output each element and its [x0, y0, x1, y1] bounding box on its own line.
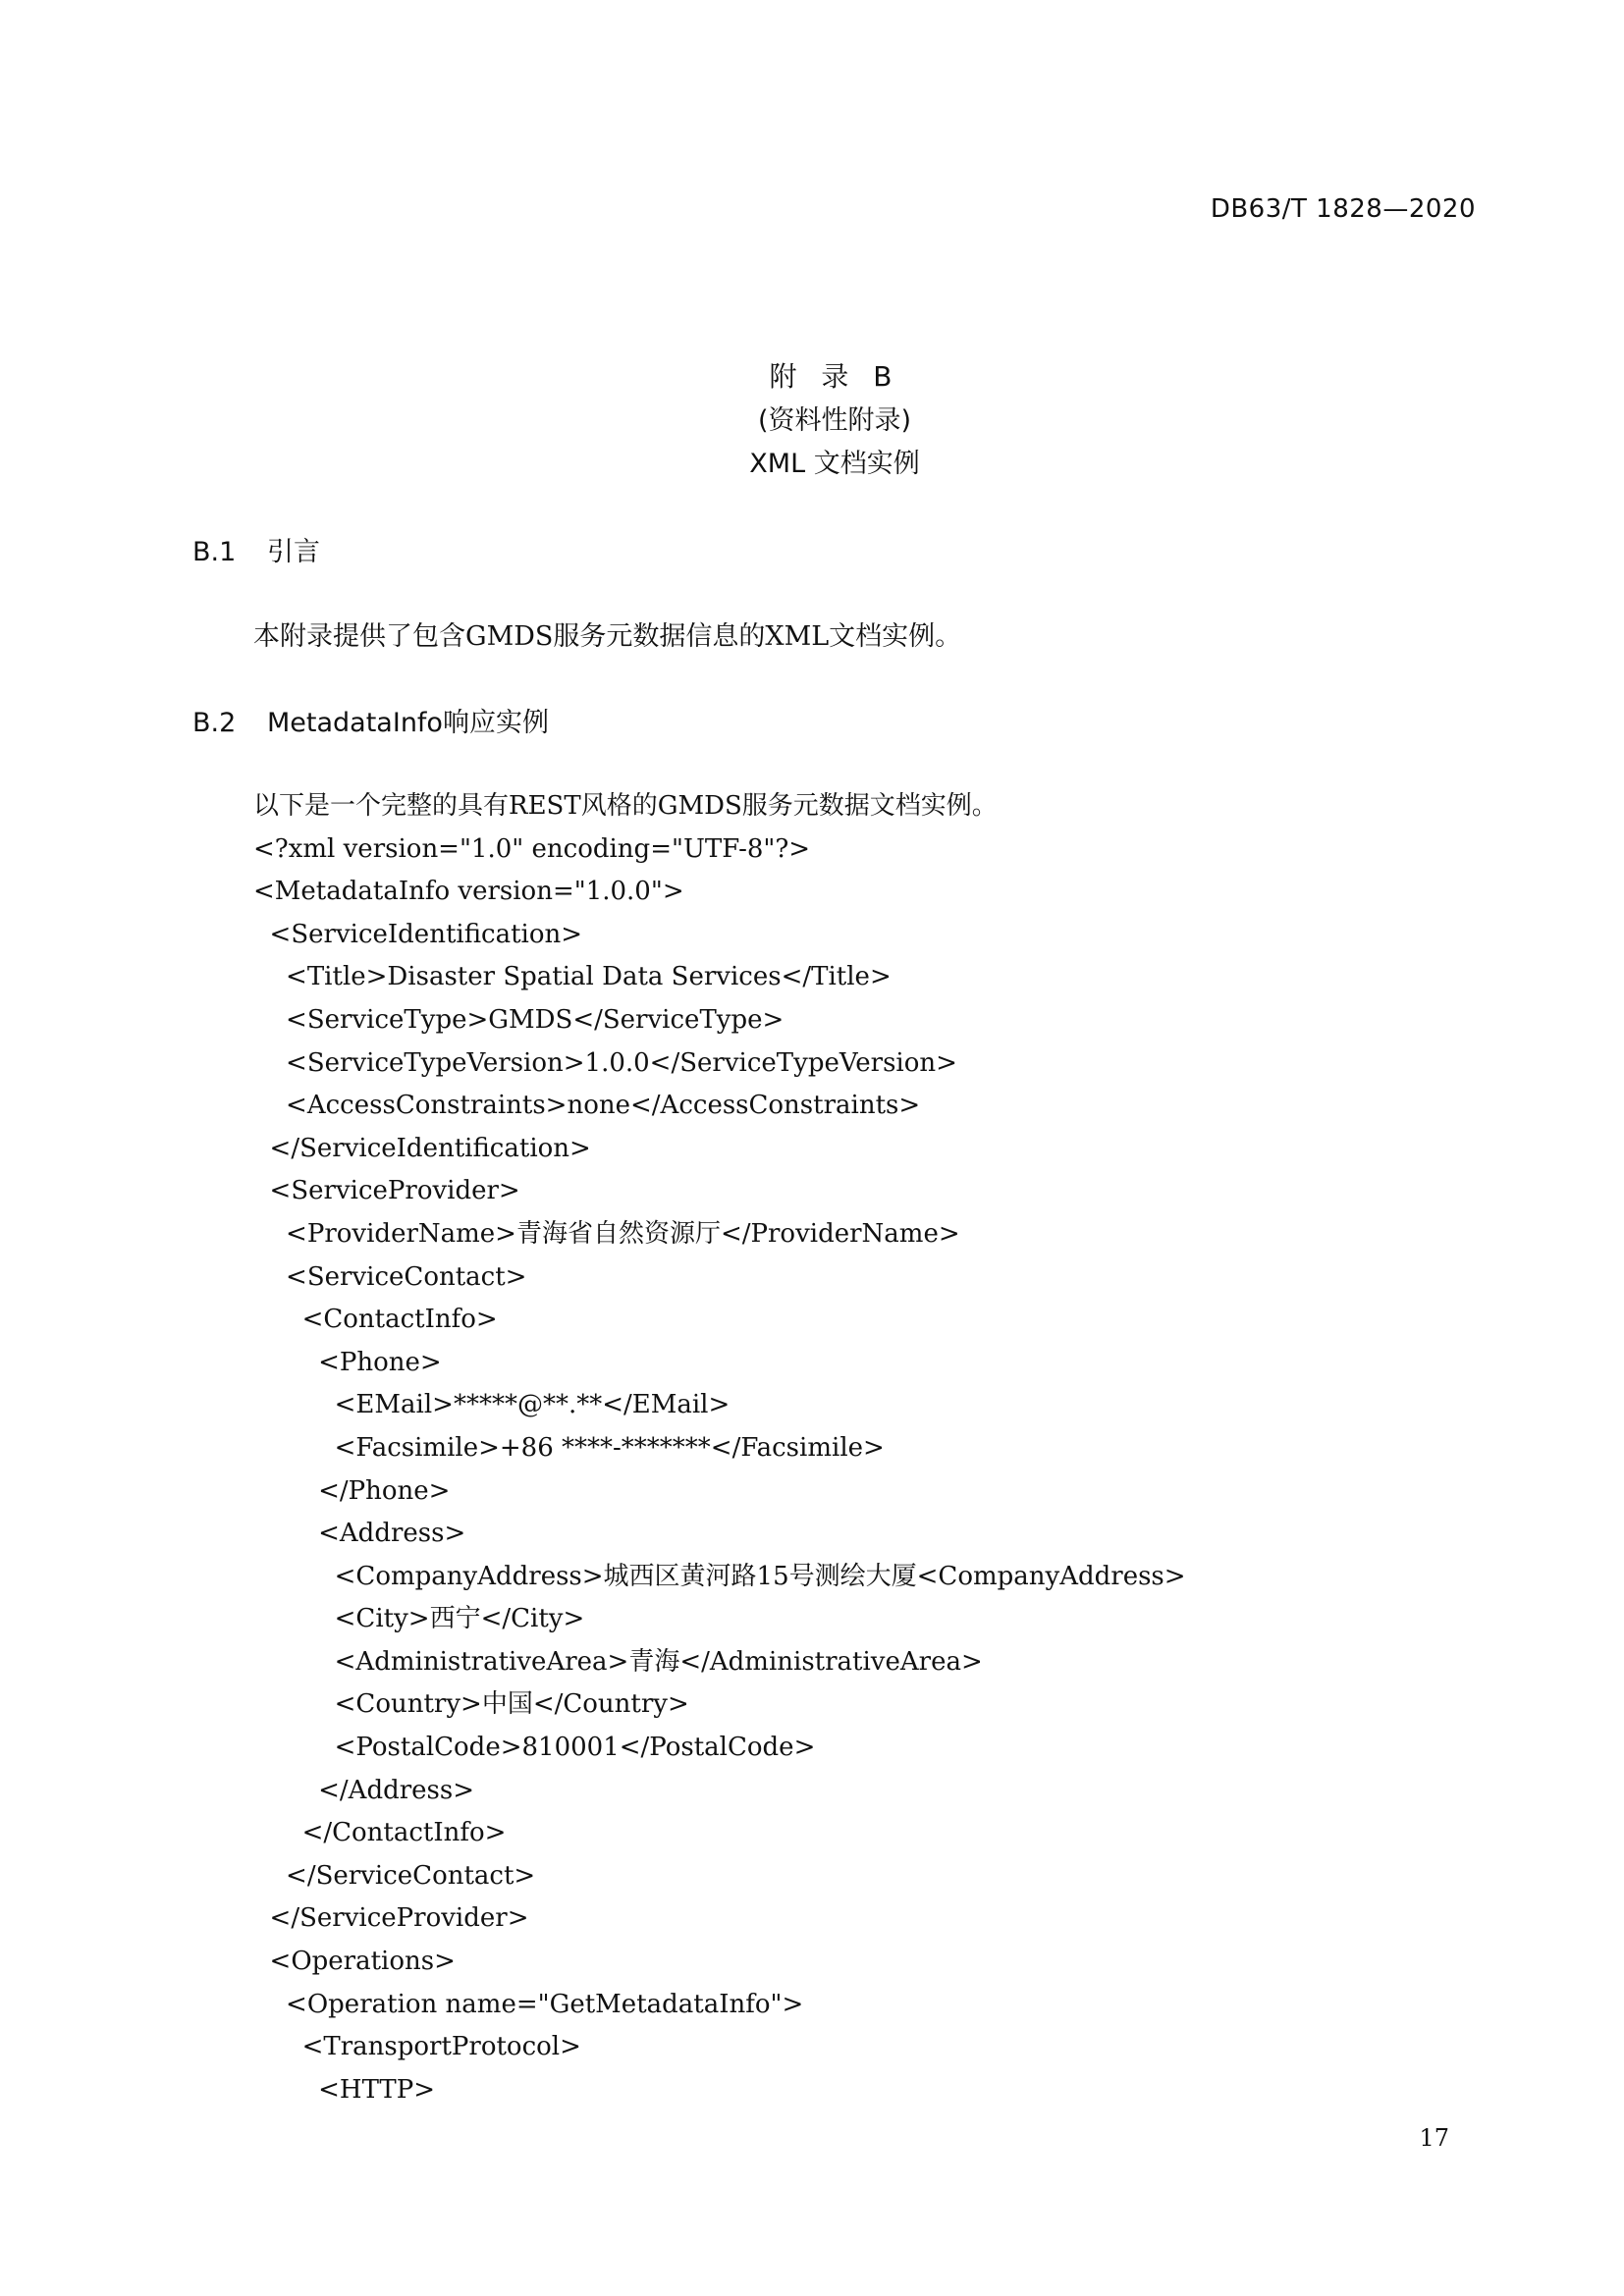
code-line: <PostalCode>810001</PostalCode>: [253, 1733, 816, 1763]
code-line: <Phone>: [253, 1347, 442, 1377]
code-line: <ServiceType>GMDS</ServiceType>: [253, 1004, 785, 1035]
section-title: MetadataInfo响应实例: [267, 708, 549, 738]
code-line: <Operations>: [253, 1947, 456, 1977]
xml-example-block: [253, 785, 1186, 2111]
code-line: </ServiceIdentification>: [253, 1133, 591, 1163]
code-line: <ServiceIdentification>: [253, 919, 583, 949]
code-line: <TransportProtocol>: [253, 2032, 581, 2062]
code-line: <AccessConstraints>none</AccessConstraints>: [253, 1091, 921, 1121]
appendix-title: 附 录 B: [769, 360, 900, 393]
code-line: <ServiceContact>: [253, 1261, 527, 1292]
code-line: <AdministrativeArea>青海</AdministrativeArea>: [253, 1646, 983, 1677]
code-line: </ServiceProvider>: [253, 1903, 529, 1934]
appendix-name: XML 文档实例: [749, 449, 920, 479]
code-line: <ServiceProvider>: [253, 1176, 520, 1206]
section-heading-b1: [192, 530, 320, 568]
code-line: <Operation name="GetMetadataInfo">: [253, 1989, 804, 2019]
appendix-type: (资料性附录): [757, 405, 912, 436]
section-paragraph: 本附录提供了包含GMDS服务元数据信息的XML文档实例。: [253, 621, 962, 652]
code-line: <?xml version="1.0" encoding="UTF-8"?>: [253, 833, 811, 864]
code-line: <ServiceTypeVersion>1.0.0</ServiceTypeVersion>: [253, 1047, 957, 1078]
code-line: </Address>: [253, 1775, 475, 1805]
page-number: 17: [1419, 2124, 1449, 2152]
code-line: <City>西宁</City>: [253, 1604, 585, 1634]
code-line: <Country>中国</Country>: [253, 1689, 689, 1720]
code-line: <MetadataInfo version="1.0.0">: [253, 877, 684, 907]
code-line: </ServiceContact>: [253, 1860, 536, 1891]
intro-line: 以下是一个完整的具有REST风格的GMDS服务元数据文档实例。: [253, 791, 998, 821]
document-code: DB63/T 1828—2020: [1210, 194, 1476, 224]
code-line: <HTTP>: [253, 2074, 436, 2105]
code-line: </ContactInfo>: [253, 1818, 507, 1848]
code-line: <Title>Disaster Spatial Data Services</Title>: [253, 962, 892, 992]
code-line: <EMail>*****@**.**</EMail>: [253, 1390, 731, 1420]
code-line: <Address>: [253, 1519, 466, 1549]
section-number: B.2: [192, 708, 237, 738]
code-line: <ContactInfo>: [253, 1305, 498, 1335]
code-line: <ProviderName>青海省自然资源厅</ProviderName>: [253, 1218, 960, 1249]
section-number: B.1: [192, 537, 237, 567]
code-line: </Phone>: [253, 1475, 451, 1506]
section-title: 引言: [267, 537, 320, 567]
section-heading-b2: [192, 701, 549, 739]
code-line: <CompanyAddress>城西区黄河路15号测绘大厦<CompanyAddress>: [253, 1561, 1186, 1591]
code-line: <Facsimile>+86 ****-*******</Facsimile>: [253, 1432, 885, 1463]
